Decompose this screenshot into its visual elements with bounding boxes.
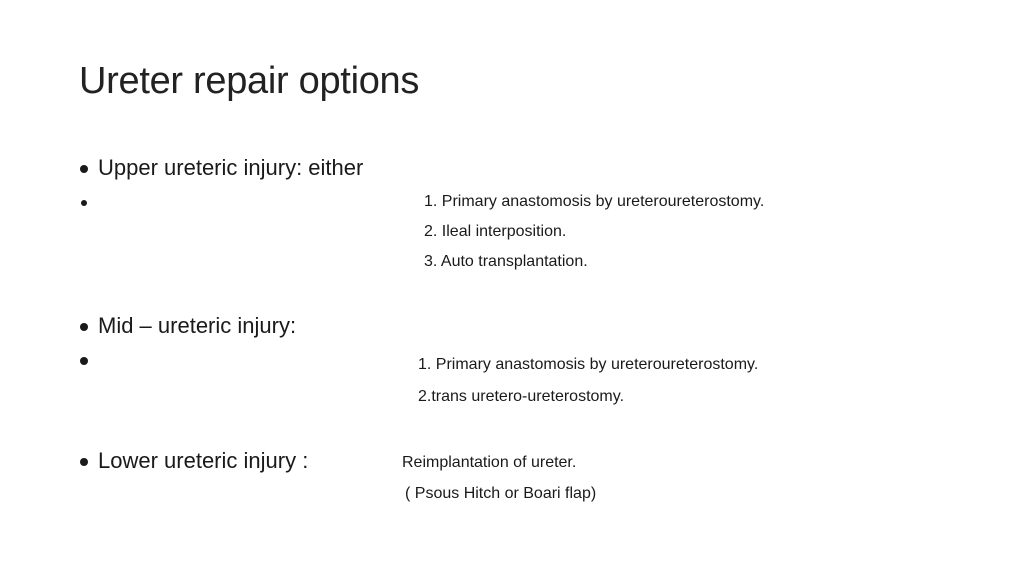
mid-item-2: 2.trans uretero-ureterostomy. [418, 388, 625, 405]
upper-item-1: 1. Primary anastomosis by ureteroureterostomy. [424, 193, 765, 210]
lower-item-2: ( Psous Hitch or Boari flap) [405, 485, 597, 502]
section-heading-upper: Upper ureteric injury: either [98, 155, 364, 180]
section-heading-mid: Mid – ureteric injury: [98, 313, 297, 338]
section-heading-lower: Lower ureteric injury : [98, 448, 309, 473]
upper-item-2: 2. Ileal interposition. [424, 223, 567, 240]
bullet-upper-sub [81, 200, 87, 206]
upper-item-3: 3. Auto transplantation. [424, 253, 588, 270]
lower-item-1: Reimplantation of ureter. [402, 454, 577, 471]
slide-title: Ureter repair options [79, 60, 420, 102]
bullet-lower [80, 458, 88, 466]
bullet-mid [80, 323, 88, 331]
bullet-upper [80, 165, 88, 173]
mid-item-1: 1. Primary anastomosis by ureteroureterostomy. [418, 356, 759, 373]
bullet-mid-sub [80, 357, 88, 365]
